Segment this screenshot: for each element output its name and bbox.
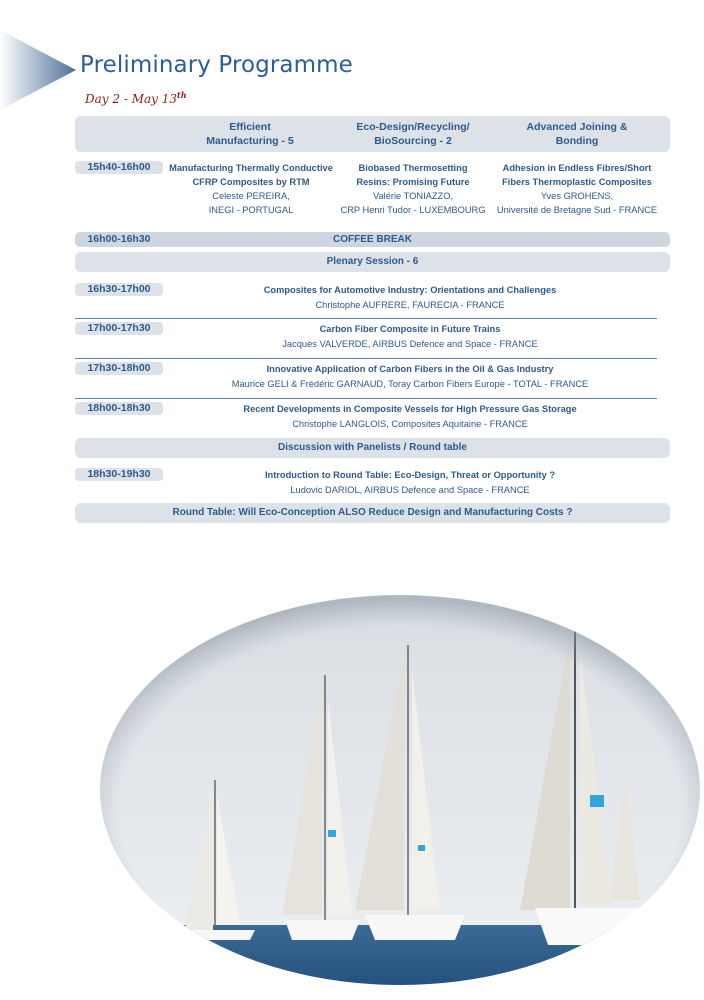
plenary-talk-1 bbox=[170, 283, 650, 313]
time-slot-1800: 18h00-18h30 bbox=[75, 402, 163, 415]
divider bbox=[75, 358, 657, 359]
talk-title-line: Biobased Thermosetting bbox=[358, 163, 468, 173]
talk-speaker: Ludovic DARIOL, AIRBUS Defence and Space - FRANCE bbox=[290, 485, 530, 495]
time-slot-1600: 16h00-16h30 bbox=[87, 233, 151, 245]
page-title: Preliminary Programme bbox=[80, 52, 353, 78]
divider bbox=[75, 318, 657, 319]
column-header-2 bbox=[333, 120, 493, 148]
time-slot-1730: 17h30-18h00 bbox=[75, 362, 163, 375]
time-slot-1700: 17h00-17h30 bbox=[75, 322, 163, 335]
parallel-talk-3 bbox=[494, 161, 660, 217]
divider bbox=[75, 398, 657, 399]
round-table-intro bbox=[170, 468, 650, 498]
plenary-talk-4 bbox=[170, 402, 650, 432]
talk-speaker: Yves GROHENS, bbox=[540, 191, 614, 201]
discussion-bar: Discussion with Panelists / Round table bbox=[75, 438, 670, 458]
talk-speaker: Jacques VALVERDE, AIRBUS Defence and Space - FRANCE bbox=[282, 339, 538, 349]
day-suffix: th bbox=[177, 90, 187, 100]
arrow-decoration-icon bbox=[0, 30, 80, 110]
column-header-1-line1: Efficient bbox=[229, 121, 271, 133]
talk-title-line: Adhesion in Endless Fibres/Short bbox=[502, 163, 652, 173]
talk-speaker: Christophe AUFRERE, FAURECIA - FRANCE bbox=[315, 300, 505, 310]
plenary-talk-3 bbox=[170, 362, 650, 392]
talk-title: Composites for Automotive Industry: Orientations and Challenges bbox=[263, 285, 557, 295]
parallel-talk-2 bbox=[333, 161, 493, 217]
column-header-2-line1: Eco-Design/Recycling/ bbox=[356, 121, 470, 133]
column-header-3-line1: Advanced Joining & bbox=[526, 121, 628, 133]
talk-speaker: Celeste PEREIRA, bbox=[212, 191, 290, 201]
talk-title: Innovative Application of Carbon Fibers in the Oil & Gas Industry bbox=[266, 364, 554, 374]
day-label bbox=[85, 90, 187, 106]
round-table-bar: Round Table: Will Eco-Conception ALSO Reduce Design and Manufacturing Costs ? bbox=[75, 503, 670, 523]
column-header-3 bbox=[497, 120, 657, 148]
time-slot-1540: 15h40-16h00 bbox=[75, 161, 163, 174]
talk-title-line: Manufacturing Thermally Conductive bbox=[169, 163, 333, 173]
talk-speaker: Valérie TONIAZZO, bbox=[372, 191, 454, 201]
time-slot-1630: 16h30-17h00 bbox=[75, 283, 163, 296]
talk-affiliation: INEGI - PORTUGAL bbox=[208, 205, 294, 215]
talk-title-line: Fibers Thermoplastic Composites bbox=[502, 177, 652, 187]
coffee-break-label: COFFEE BREAK bbox=[333, 234, 412, 245]
talk-title: Recent Developments in Composite Vessels for High Pressure Gas Storage bbox=[243, 404, 577, 414]
column-header-3-line2: Bonding bbox=[555, 135, 599, 147]
column-header-2-line2: BioSourcing - 2 bbox=[374, 135, 452, 147]
talk-speaker: Maurice GELI & Frédéric GARNAUD, Toray Carbon Fibers Europe - TOTAL - FRANCE bbox=[231, 379, 589, 389]
talk-title-line: CFRP Composites by RTM bbox=[192, 177, 310, 187]
plenary-session-bar: Plenary Session - 6 bbox=[75, 252, 670, 272]
plenary-talk-2 bbox=[170, 322, 650, 352]
parallel-talk-1 bbox=[163, 161, 339, 217]
talk-affiliation: CRP Henri Tudor - LUXEMBOURG bbox=[340, 205, 486, 215]
talk-affiliation: Université de Bretagne Sud - FRANCE bbox=[496, 205, 658, 215]
time-slot-1830: 18h30-19h30 bbox=[75, 468, 163, 481]
talk-title-line: Resins: Promising Future bbox=[356, 177, 470, 187]
talk-title: Carbon Fiber Composite in Future Trains bbox=[319, 324, 501, 334]
sailboats-photo bbox=[0, 590, 704, 1000]
talk-speaker: Christophe LANGLOIS, Composites Aquitaine - FRANCE bbox=[292, 419, 528, 429]
column-header-1-line2: Manufacturing - 5 bbox=[206, 135, 294, 147]
talk-title: Introduction to Round Table: Eco-Design, Threat or Opportunity ? bbox=[264, 470, 556, 480]
day-text: Day 2 - May 13 bbox=[85, 92, 177, 106]
column-header-1 bbox=[170, 120, 330, 148]
